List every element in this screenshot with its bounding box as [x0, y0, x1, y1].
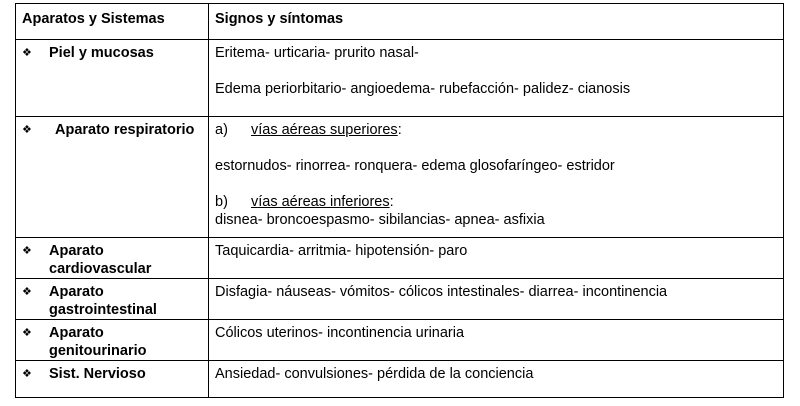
- system-name: Piel y mucosas: [49, 45, 154, 61]
- system-name-line2: cardiovascular: [49, 261, 152, 277]
- sub-letter: b): [215, 194, 228, 210]
- header-signs: Signos y síntomas: [209, 4, 784, 40]
- bullet-icon: ❖: [22, 245, 32, 257]
- table-row: [16, 117, 784, 238]
- table-row: [16, 40, 784, 117]
- system-name-line1: Aparato: [49, 325, 104, 341]
- signs-cell: [209, 320, 784, 361]
- subsection-a: [215, 121, 777, 139]
- table-row: [16, 320, 784, 361]
- system-cell: [16, 279, 209, 320]
- bullet-icon: ❖: [22, 368, 32, 380]
- table-header-row: [16, 4, 784, 40]
- sub-title: vías aéreas superiores: [251, 122, 398, 138]
- system-cell: [16, 320, 209, 361]
- table-row: [16, 279, 784, 320]
- signs-cell: [209, 238, 784, 279]
- system-name: Sist. Nervioso: [49, 366, 146, 382]
- signs-cell: [209, 279, 784, 320]
- table-row: [16, 238, 784, 279]
- signs-line: Cólicos uterinos- incontinencia urinaria: [215, 325, 465, 341]
- symptoms-table: [15, 3, 784, 398]
- system-name-line1: Aparato: [49, 243, 104, 259]
- system-cell: [16, 361, 209, 398]
- bullet-icon: ❖: [22, 47, 32, 59]
- sub-title: vías aéreas inferiores: [251, 194, 390, 210]
- system-name: Aparato respiratorio: [55, 122, 195, 138]
- system-name-line1: Aparato: [49, 284, 104, 300]
- signs-line: Edema periorbitario- angioedema- rubefacción- palidez- cianosis: [215, 81, 631, 97]
- signs-line: estornudos- rinorrea- ronquera- edema glosofaríngeo- estridor: [215, 158, 615, 174]
- sub-colon: :: [389, 194, 394, 210]
- system-name-line2: gastrointestinal: [49, 302, 157, 318]
- header-systems: Aparatos y Sistemas: [16, 4, 209, 40]
- subsection-b: [215, 193, 777, 211]
- system-name-line2: genitourinario: [49, 343, 147, 359]
- table-row: [16, 361, 784, 398]
- signs-line: Disfagia- náuseas- vómitos- cólicos intestinales- diarrea- incontinencia: [215, 284, 668, 300]
- signs-cell: [209, 361, 784, 398]
- system-cell: [16, 238, 209, 279]
- signs-line: Eritema- urticaria- prurito nasal-: [215, 45, 419, 61]
- signs-line: Ansiedad- convulsiones- pérdida de la conciencia: [215, 366, 534, 382]
- sub-letter: a): [215, 122, 228, 138]
- signs-cell: [209, 40, 784, 117]
- signs-line: disnea- broncoespasmo- sibilancias- apnea- asfixia: [215, 212, 545, 228]
- sub-colon: :: [397, 122, 402, 138]
- signs-line: Taquicardia- arritmia- hipotensión- paro: [215, 243, 468, 259]
- system-cell: [16, 40, 209, 117]
- bullet-icon: ❖: [22, 327, 32, 339]
- system-cell: [16, 117, 209, 238]
- bullet-icon: ❖: [22, 286, 32, 298]
- bullet-icon: ❖: [22, 124, 32, 136]
- signs-cell: [209, 117, 784, 238]
